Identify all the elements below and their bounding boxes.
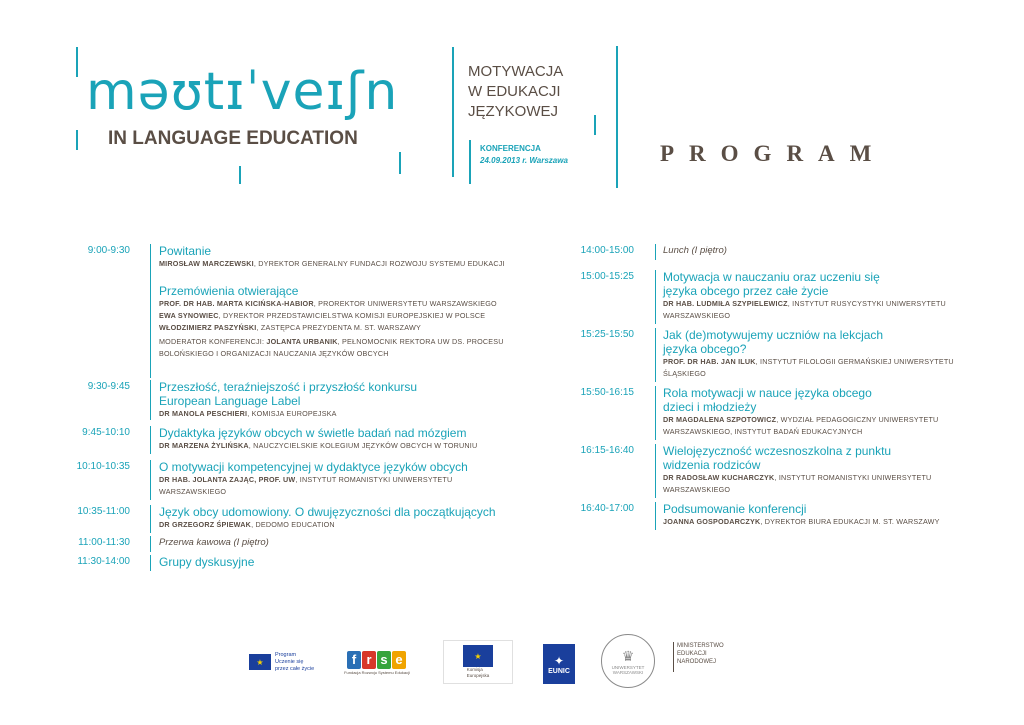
frse-letter: s: [377, 651, 391, 669]
conference-title-line: MOTYWACJA: [468, 63, 564, 80]
moderator-line: [159, 336, 519, 360]
time-slot: 10:35-11:00: [77, 506, 130, 517]
speaker-affiliation: , INSTYTUT ROMANISTYKI UNIWERSYTETU WARSZAWSKIEGO: [159, 475, 453, 496]
european-commission-logo: [443, 640, 513, 684]
conference-label: KONFERENCJA: [480, 144, 541, 153]
speaker-line: [663, 516, 963, 528]
session-content: [159, 555, 519, 569]
time-slot: 15:25-15:50: [580, 329, 634, 340]
session-content: [663, 244, 963, 257]
header-rule: [452, 47, 454, 177]
session-content: [159, 380, 519, 420]
commission-caption-line: Europejska: [466, 673, 490, 678]
session-title: Język obcy udomowiony. O dwujęzyczności dla początkujących: [159, 505, 496, 519]
header-rule: [594, 115, 596, 135]
session-title: Wielojęzyczność wczesnoszkolna z punktu widzenia rodziców: [663, 444, 892, 472]
header-rule: [76, 130, 78, 150]
session-title: Powitanie: [159, 244, 212, 258]
session-content: [159, 460, 519, 498]
time-slot: 15:50-16:15: [580, 387, 634, 398]
men-logo: [673, 642, 737, 680]
session-content: [663, 502, 963, 528]
commission-caption-line: Komisja: [466, 667, 483, 672]
speaker-affiliation: , DYREKTOR BIURA EDUKACJI M. ST. WARSZAWY: [760, 517, 940, 526]
speaker-affiliation: , DEDOMO EDUCATION: [251, 520, 335, 529]
eunic-star-icon: ✦: [553, 653, 565, 668]
row-divider: [150, 244, 151, 378]
time-slot: 9:00-9:30: [87, 245, 130, 256]
speaker-affiliation: , KOMISJA EUROPEJSKA: [247, 409, 337, 418]
llp-logo: [249, 652, 321, 672]
men-line: NARODOWEJ: [677, 659, 716, 665]
speaker-line: [159, 310, 519, 322]
speaker-affiliation: , PEŁNOMOCNIK REKTORA UW DS. PROCESU BOLOŃSKIEGO I ORGANIZACJI NAUCZANIA JĘZYKÓW OBCYCH: [159, 337, 504, 358]
header-rule: [239, 166, 241, 184]
commission-caption: [467, 667, 490, 679]
row-divider: [655, 244, 656, 260]
speaker-name: DR HAB. JOLANTA ZAJĄC, PROF. UW: [159, 475, 296, 484]
speaker-affiliation: , PROREKTOR UNIWERSYTETU WARSZAWSKIEGO: [313, 299, 497, 308]
row-divider: [150, 460, 151, 500]
frse-letter: r: [362, 651, 376, 669]
eunic-logo: [543, 644, 575, 684]
speaker-name: PROF. DR HAB. MARTA KICIŃSKA-HABIOR: [159, 299, 314, 308]
sponsor-logos: [245, 632, 745, 692]
row-divider: [150, 536, 151, 552]
speaker-affiliation: , WYDZIAŁ PEDAGOGICZNY UNIWERSYTETU WARSZAWSKIEGO, INSTYTUT BADAŃ EDUKACYJNYCH: [663, 415, 939, 436]
speaker-line: [159, 440, 519, 452]
session-content: [159, 426, 519, 452]
speaker-name: DR MANOLA PESCHIERI: [159, 409, 248, 418]
speaker-name: WŁODZIMIERZ PASZYŃSKI: [159, 323, 257, 332]
speaker-name: DR MAGDALENA SZPOTOWICZ: [663, 415, 777, 424]
time-slot: 10:10-10:35: [76, 461, 130, 472]
speaker-line: [663, 472, 963, 496]
speaker-name: MIROSŁAW MARCZEWSKI: [159, 259, 254, 268]
men-text: [677, 642, 724, 666]
row-divider: [150, 380, 151, 420]
university-name: UNIWERSYTET WARSZAWSKI: [611, 664, 645, 675]
speaker-affiliation: , INSTYTUT ROMANISTYKI UNIWERSYTETU WARSZAWSKIEGO: [663, 473, 932, 494]
row-divider: [150, 505, 151, 533]
speaker-line: [663, 414, 963, 438]
speaker-name: JOLANTA URBANIK: [266, 337, 338, 346]
session-title: Dydaktyka języków obcych w świetle badań nad mózgiem: [159, 426, 467, 440]
speaker-name: DR HAB. LUDMIŁA SZYPIELEWICZ: [663, 299, 788, 308]
llp-logo-line: Uczenie się: [275, 658, 304, 665]
llp-logo-text: [275, 652, 314, 673]
frse-caption: Fundacja Rozwoju Systemu Edukacji: [344, 669, 410, 675]
conference-title-line: JĘZYKOWEJ: [468, 103, 559, 120]
speaker-name: EWA SYNOWIEC: [159, 311, 219, 320]
speaker-line: [159, 258, 519, 270]
conference-title: [468, 62, 563, 122]
header-rule: [616, 46, 618, 188]
conference-title-line: W EDUKACJI: [468, 83, 561, 100]
session-content: [663, 328, 963, 380]
eu-flag-icon: [463, 645, 493, 667]
time-slot: 11:00-11:30: [78, 537, 130, 548]
row-divider: [150, 426, 151, 454]
speaker-affiliation: , DYREKTOR PRZEDSTAWICIELSTWA KOMISJI EUROPEJSKIEJ W POLSCE: [218, 311, 486, 320]
session-content: [663, 444, 963, 496]
session-content: [663, 386, 963, 438]
speaker-name: DR MARZENA ŻYLIŃSKA: [159, 441, 249, 450]
speaker-line: [159, 519, 519, 531]
session-title: Jak (de)motywujemy uczniów na lekcjach języka obcego?: [663, 328, 884, 356]
row-divider: [655, 502, 656, 530]
speaker-name: DR RADOSŁAW KUCHARCZYK: [663, 473, 775, 482]
eunic-label: EUNIC: [548, 667, 570, 675]
speaker-line: [159, 474, 459, 498]
row-divider: [150, 555, 151, 571]
row-divider: [655, 270, 656, 324]
session-title: Przemówienia otwierające: [159, 284, 299, 298]
speaker-line: [663, 298, 963, 322]
time-slot: 14:00-15:00: [580, 245, 634, 256]
break-label: Przerwa kawowa (I piętro): [159, 537, 269, 548]
speaker-name: DR GRZEGORZ ŚPIEWAK: [159, 520, 252, 529]
frse-letters: [347, 651, 407, 669]
row-divider: [655, 444, 656, 498]
session-content: [159, 505, 519, 531]
eu-flag-icon: [249, 654, 271, 670]
speaker-name: PROF. DR HAB. JAN ILUK: [663, 357, 756, 366]
speaker-line: [159, 408, 519, 420]
llp-logo-line: przez całe życie: [275, 665, 315, 672]
frse-letter: e: [392, 651, 406, 669]
speaker-line: [159, 298, 519, 310]
speaker-affiliation: , NAUCZYCIELSKIE KOLEGIUM JĘZYKÓW OBCYCH W TORUNIU: [248, 441, 478, 450]
men-line: EDUKACJI: [677, 651, 707, 657]
time-slot: 16:40-17:00: [580, 503, 634, 514]
time-slot: 15:00-15:25: [580, 271, 634, 282]
eagle-icon: ♛: [621, 647, 635, 664]
row-divider: [655, 328, 656, 382]
session-content: [159, 284, 519, 360]
speaker-line: [159, 322, 519, 334]
header-rule: [399, 152, 401, 174]
logo-wordmark: məʊtɪˈveɪʃn: [86, 62, 399, 122]
moderator-label: MODERATOR KONFERENCJI:: [159, 337, 267, 346]
time-slot: 9:45-10:10: [82, 427, 130, 438]
time-slot: 11:30-14:00: [77, 556, 130, 567]
session-title: Podsumowanie konferencji: [663, 502, 807, 516]
session-title: O motywacji kompetencyjnej w dydaktyce języków obcych: [159, 460, 468, 474]
program-heading: PROGRAM: [660, 141, 887, 166]
speaker-affiliation: , DYREKTOR GENERALNY FUNDACJI ROZWOJU SYSTEMU EDUKACJI: [253, 259, 505, 268]
men-line: MINISTERSTWO: [677, 643, 724, 649]
header-rule: [76, 47, 78, 77]
speaker-affiliation: , INSTYTUT RUSYCYSTYKI UNIWERSYTETU WARSZAWSKIEGO: [663, 299, 946, 320]
speaker-affiliation: , ZASTĘPCA PREZYDENTA M. ST. WARSZAWY: [256, 323, 421, 332]
time-slot: 16:15-16:40: [580, 445, 634, 456]
session-title: Rola motywacji w nauce języka obcego dzieci i młodzieży: [663, 386, 872, 414]
speaker-name: JOANNA GOSPODARCZYK: [663, 517, 761, 526]
speaker-line: [663, 356, 963, 380]
header-rule: [469, 140, 471, 184]
session-title: Grupy dyskusyjne: [159, 555, 255, 569]
session-content: [663, 270, 963, 322]
speaker-affiliation: , INSTYTUT FILOLOGII GERMAŃSKIEJ UNIWERSYTETU ŚLĄSKIEGO: [663, 357, 954, 378]
session-title: Motywacja w nauczaniu oraz uczeniu się języka obcego przez całe życie: [663, 270, 880, 298]
university-warsaw-logo: [601, 634, 655, 688]
session-title: Przeszłość, teraźniejszość i przyszłość konkursu European Language Label: [159, 380, 418, 408]
logo-subtitle: IN LANGUAGE EDUCATION: [108, 128, 358, 149]
frse-logo: [343, 648, 411, 678]
conference-date: 24.09.2013 r. Warszawa: [480, 156, 568, 165]
llp-logo-line: Program: [275, 651, 297, 658]
break-label: Lunch (I piętro): [663, 245, 727, 256]
session-content: [159, 244, 519, 270]
time-slot: 9:30-9:45: [87, 381, 130, 392]
men-rule: [673, 642, 674, 672]
row-divider: [655, 386, 656, 440]
session-content: [159, 536, 519, 549]
frse-letter: f: [347, 651, 361, 669]
